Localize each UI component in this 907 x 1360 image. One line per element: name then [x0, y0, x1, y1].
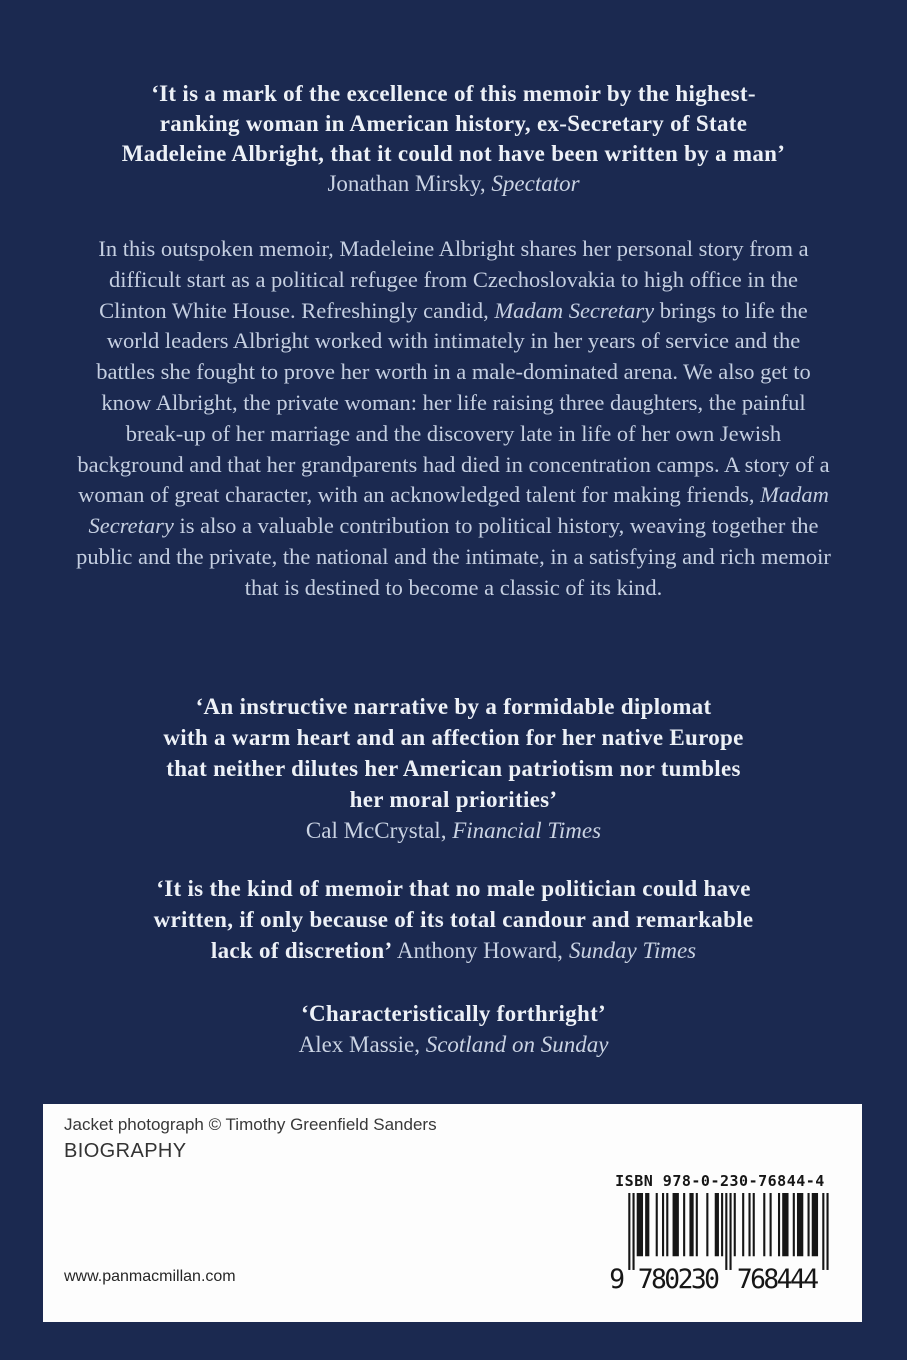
isbn-barcode-block [598, 1172, 842, 1295]
reviewer-name: Cal McCrystal, [305, 818, 447, 843]
review-quote-spectator [0, 79, 907, 199]
svg-text:9: 9 [609, 1264, 626, 1290]
book-title-italic: Madam Secretary [494, 297, 655, 323]
quote-line: with a warm heart and an affection for her native Europe [163, 725, 744, 750]
publication-name: Sunday Times [568, 938, 697, 963]
quote-attribution [0, 815, 907, 846]
quote-line: ranking woman in American history, ex-Secretary of State [159, 111, 748, 136]
review-quote-scotland-on-sunday [0, 998, 907, 1060]
review-quote-sunday-times [0, 873, 907, 966]
isbn-label: ISBN 978-0-230-76844-4 [615, 1172, 825, 1190]
quote-attribution [0, 169, 907, 199]
svg-text:780230: 780230 [637, 1264, 720, 1290]
synopsis-text: is also a valuable contribution to political history, weaving together the public and the private, the national and the intimate, in a satisfying and rich memoir that is destined to become a classic of its kind. [76, 513, 831, 600]
publication-name: Financial Times [452, 818, 602, 843]
quote-line: ‘It is the kind of memoir that no male politician could have [156, 876, 751, 901]
quote-line: written, if only because of its total candour and remarkable [153, 907, 754, 932]
reviewer-name: Alex Massie, [298, 1032, 420, 1057]
svg-text:768444: 768444 [736, 1264, 820, 1290]
quote-line: her moral priorities’ [349, 787, 558, 812]
book-synopsis [75, 234, 832, 604]
jacket-photo-credit: Jacket photograph © Timothy Greenfield Sanders [64, 1115, 437, 1134]
reviewer-name: Jonathan Mirsky, [327, 171, 486, 196]
quote-line: ‘It is a mark of the excellence of this memoir by the highest- [151, 81, 756, 106]
publication-name: Scotland on Sunday [425, 1032, 609, 1057]
quote-line [0, 935, 907, 966]
quote-line: that neither dilutes her American patriotism nor tumbles [166, 756, 741, 781]
synopsis-text: brings to life the world leaders Albright worked with intimately in her years of service and the battles she fought to prove her worth in a male-dominated arena. We also get to know Albright, the private woman: her life raising three daughters, the painful break-up of her marriage and the discovery late in life of her own Jewish background and that her grandparents had died in concentration camps. A story of a woman of great character, with an acknowledged talent for making friends, [77, 297, 830, 508]
review-quote-financial-times [0, 691, 907, 846]
quote-line: ‘An instructive narrative by a formidable diplomat [195, 694, 712, 719]
quote-attribution [0, 1029, 907, 1060]
category-label: BIOGRAPHY [64, 1140, 187, 1162]
publication-name: Spectator [491, 171, 580, 196]
synopsis-text: In this outspoken memoir, Madeleine Albright shares her personal story from a difficult start as a political refugee from Czechoslovakia to high office in the Clinton White House. Refreshingly candid, [98, 236, 809, 323]
quote-bold-end: lack of discretion’ [210, 938, 391, 963]
ean13-barcode [609, 1193, 831, 1295]
publisher-panel [43, 1104, 862, 1322]
book-title-italic: Madam Secretary [88, 482, 829, 539]
reviewer-name: Anthony Howard, [396, 938, 563, 963]
quote-line: Madeleine Albright, that it could not have been written by a man’ [121, 141, 786, 166]
publisher-website: www.panmacmillan.com [64, 1268, 236, 1285]
quote-line: ‘Characteristically forthright’ [300, 1001, 606, 1026]
